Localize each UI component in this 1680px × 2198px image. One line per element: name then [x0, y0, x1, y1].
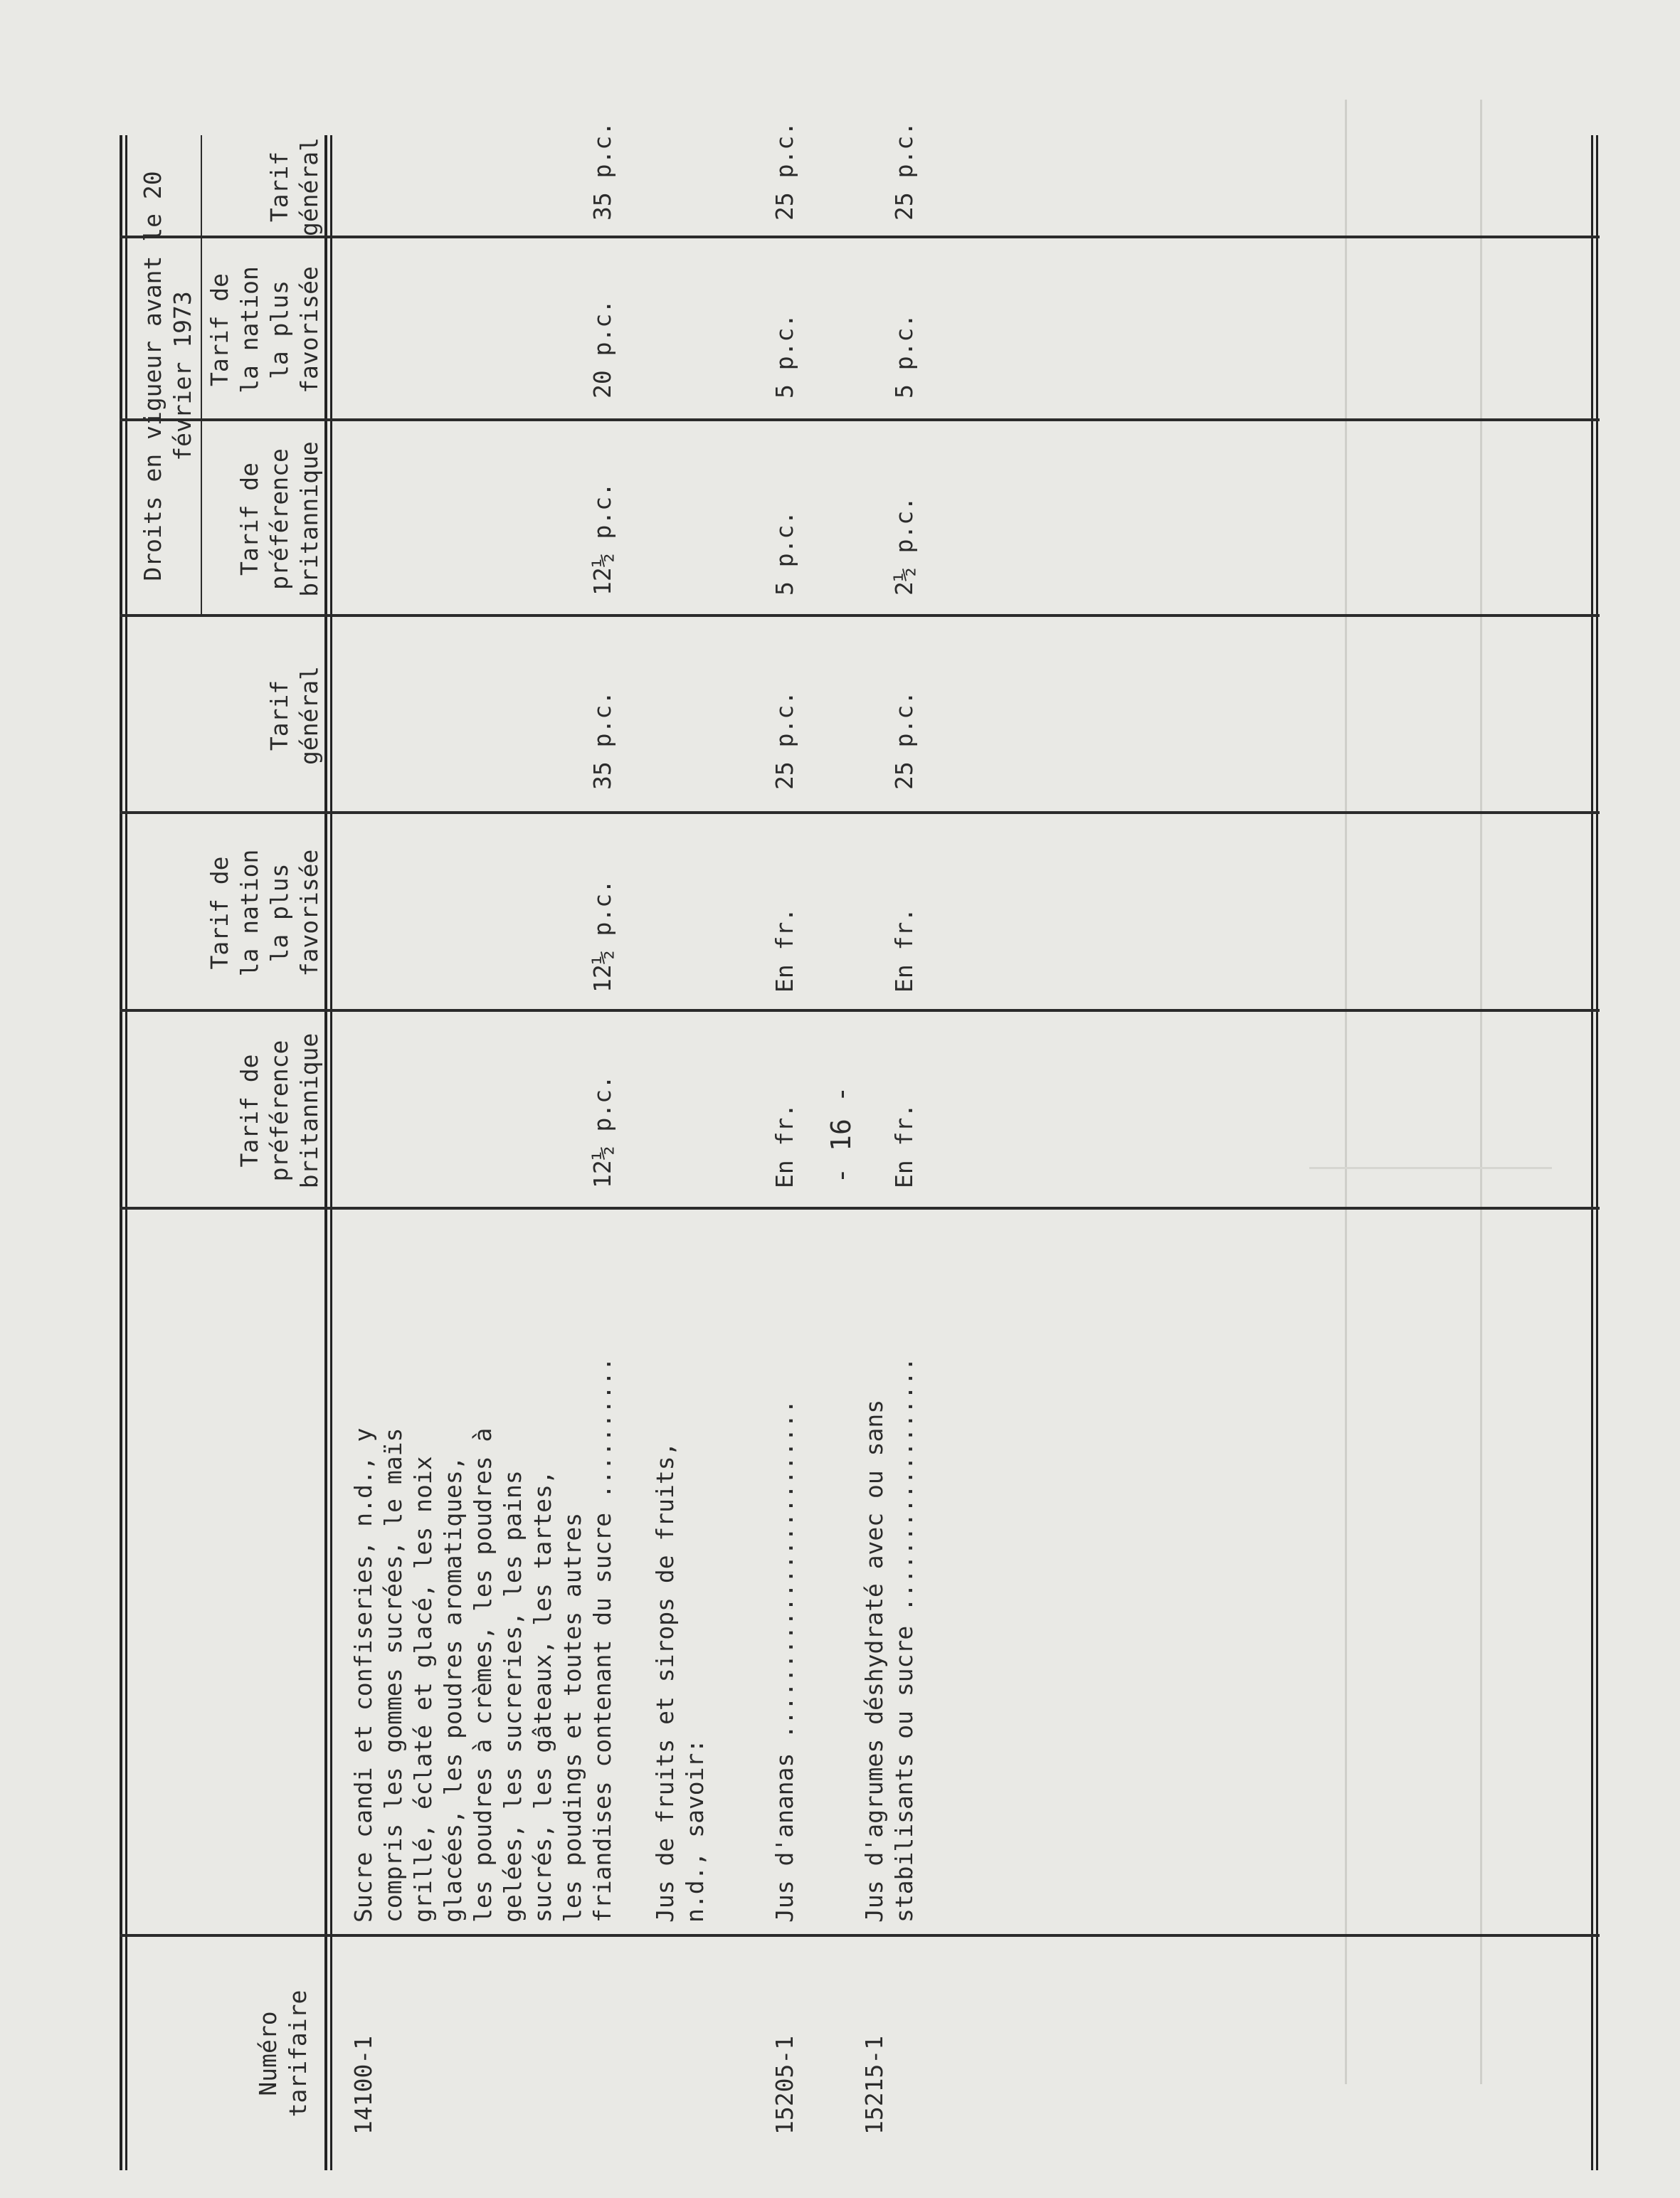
row-old-general: 25 p.c. — [771, 121, 798, 221]
row-old-pref-brit: 2½ p.c. — [890, 496, 918, 596]
row-old-general: 25 p.c. — [890, 121, 918, 221]
row-description: Jus de fruits et sirops de fruits, n.d., savoir: — [651, 1442, 709, 1923]
row-general: 25 p.c. — [771, 690, 798, 790]
row-old-pref-brit: 12½ p.c. — [588, 482, 616, 596]
column-divider — [120, 1934, 1600, 1937]
row-old-mfn: 5 p.c. — [771, 313, 798, 398]
row-general: 25 p.c. — [890, 690, 918, 790]
header-old-pref-brit: Tarif de préférence britannique — [236, 441, 323, 597]
table-top-rule — [120, 135, 122, 2170]
row-old-mfn: 5 p.c. — [890, 313, 918, 398]
header-group-old-rates: Droits en vigueur avant le 20 février 1973 — [139, 171, 196, 581]
group-header-rule — [201, 135, 202, 617]
header-pref-brit: Tarif de préférence britannique — [236, 1032, 323, 1189]
column-divider — [120, 811, 1600, 814]
row-old-mfn: 20 p.c. — [588, 299, 616, 398]
header-old-mfn: Tarif de la nation la plus favorisée — [206, 266, 323, 393]
row-tariff-number: 15215-1 — [860, 2035, 888, 2135]
row-tariff-number: 15205-1 — [771, 2035, 798, 2135]
header-rule — [324, 135, 327, 2170]
header-old-general: Tarif général — [265, 137, 323, 237]
row-tariff-number: 14100-1 — [349, 2035, 377, 2135]
header-mfn: Tarif de la nation la plus favorisée — [206, 849, 323, 977]
row-mfn: 12½ p.c. — [588, 879, 616, 993]
row-description: Jus d'agrumes déshydraté avec ou sans stabilisants ou sucre .................. — [860, 1357, 918, 1923]
column-divider — [120, 614, 1600, 617]
header-general: Tarif général — [265, 665, 323, 766]
column-divider — [120, 236, 1600, 238]
tariff-table — [114, 121, 1608, 2170]
table-top-rule — [125, 135, 127, 2170]
table-bottom-rule — [1591, 135, 1593, 2170]
header-rule — [330, 135, 332, 2170]
row-general: 35 p.c. — [588, 690, 616, 790]
row-old-general: 35 p.c. — [588, 121, 616, 221]
row-description: Jus d'ananas ........................ — [771, 1399, 798, 1923]
row-mfn: En fr. — [771, 907, 798, 993]
column-divider — [120, 1009, 1600, 1012]
table-bottom-rule — [1596, 135, 1598, 2170]
row-mfn: En fr. — [890, 907, 918, 993]
row-pref-brit: 12½ p.c. — [588, 1075, 616, 1188]
page-number: - 16 - — [825, 1086, 857, 1184]
row-description: Sucre candi et confiseries, n.d., y compris les gommes sucrées, le maïs grillé, éclaté et glacé, les noix glacées, les poudres aromatiques, les poudres à crèmes, les poudres à gelées, les sucreries, les pains sucrés, les gâteaux, les tartes, les poudings et toutes autres friandises contenant du sucre .......... — [349, 1357, 616, 1923]
row-old-pref-brit: 5 p.c. — [771, 510, 798, 596]
row-pref-brit: En fr. — [890, 1103, 918, 1188]
column-divider — [120, 1207, 1600, 1210]
column-divider — [120, 418, 1600, 421]
row-pref-brit: En fr. — [771, 1103, 798, 1188]
header-tariff-number: Numéro tarifaire — [254, 1990, 312, 2118]
